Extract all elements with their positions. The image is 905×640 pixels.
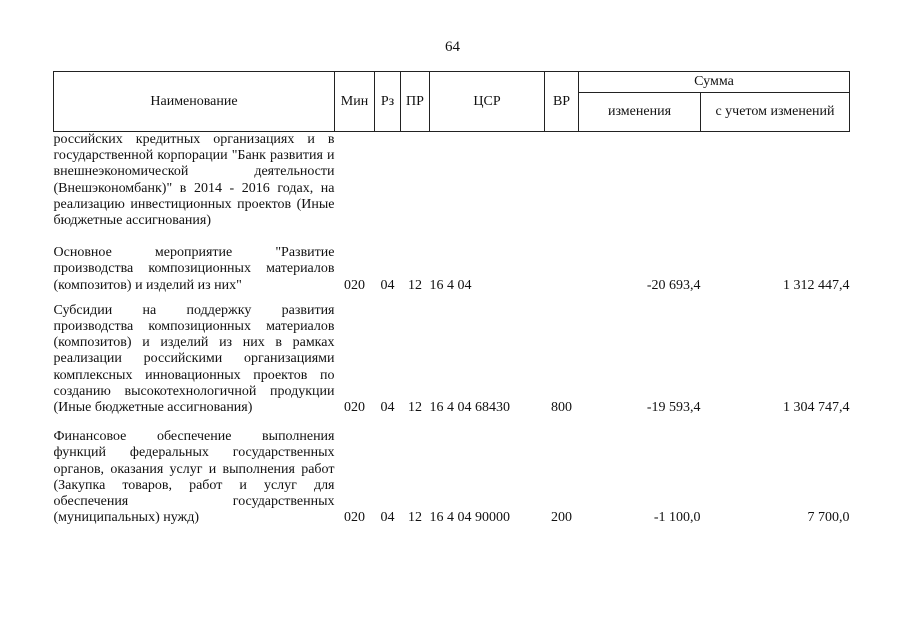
budget-table	[53, 71, 850, 526]
row-rz	[375, 132, 401, 230]
row-change	[579, 132, 701, 230]
row-pr	[401, 132, 430, 230]
row-name: российских кредитных организациях и в государственной корпорации "Банк развития и внешнеэкономической деятельности (Внешэкономбанк)" в 2014 - 2016 годах, на реализацию инвестиционных проектов (Иные бюджетные ассигнования)	[53, 132, 335, 229]
row-csr	[430, 132, 545, 230]
row-total: 1 312 447,4	[783, 277, 850, 293]
row-csr: 16 4 04 90000	[429, 510, 510, 526]
row-change: -1 100,0	[653, 510, 701, 526]
header-sum: Сумма	[579, 72, 850, 93]
row-pr: 12	[408, 277, 422, 293]
header-with-change: с учетом изменений	[701, 93, 850, 132]
table-row	[54, 229, 850, 294]
row-change: -20 693,4	[646, 277, 701, 293]
row-change: -19 593,4	[646, 400, 701, 416]
row-min: 020	[344, 400, 365, 416]
row-total: 7 700,0	[807, 510, 850, 526]
row-rz: 04	[380, 510, 395, 526]
row-min	[335, 132, 375, 230]
table-header	[54, 72, 850, 132]
table-row	[54, 294, 850, 416]
row-rz: 04	[380, 277, 395, 293]
row-min: 020	[344, 277, 365, 293]
header-change: изменения	[579, 93, 701, 132]
row-rz: 04	[380, 400, 395, 416]
row-pr: 12	[408, 510, 422, 526]
row-name: Субсидии на поддержку развития производства композиционных материалов (композитов) и изделий из них в рамках реализации российскими организациями комплексных инновационных проектов по созданию высокотехнологичной продукции (Иные бюджетные ассигнования)	[53, 302, 335, 416]
page-number: 64	[445, 39, 460, 55]
row-csr: 16 4 04 68430	[429, 400, 510, 416]
row-total: 1 304 747,4	[783, 400, 850, 416]
row-pr: 12	[408, 400, 422, 416]
row-name: Финансовое обеспечение выполнения функций федеральных государственных органов, оказания услуг и выполнения работ (Закупка товаров, работ и услуг для обеспечения государственных (муниципальных) нужд)	[53, 429, 335, 526]
row-name: Основное мероприятие "Развитие производства композиционных материалов (композитов) и изделий из них"	[53, 245, 335, 293]
row-vr	[545, 132, 579, 230]
row-vr	[545, 229, 579, 294]
table-row	[54, 416, 850, 526]
header-name: Наименование	[54, 72, 335, 132]
row-total	[701, 132, 850, 230]
table-row	[54, 132, 850, 230]
header-rz: Рз	[375, 72, 401, 132]
header-csr: ЦСР	[430, 72, 545, 132]
row-min: 020	[344, 510, 365, 526]
header-vr: ВР	[545, 72, 579, 132]
row-csr: 16 4 04	[429, 277, 472, 293]
header-pr: ПР	[401, 72, 430, 132]
row-vr: 800	[551, 400, 572, 416]
row-vr: 200	[551, 510, 572, 526]
header-min: Мин	[335, 72, 375, 132]
